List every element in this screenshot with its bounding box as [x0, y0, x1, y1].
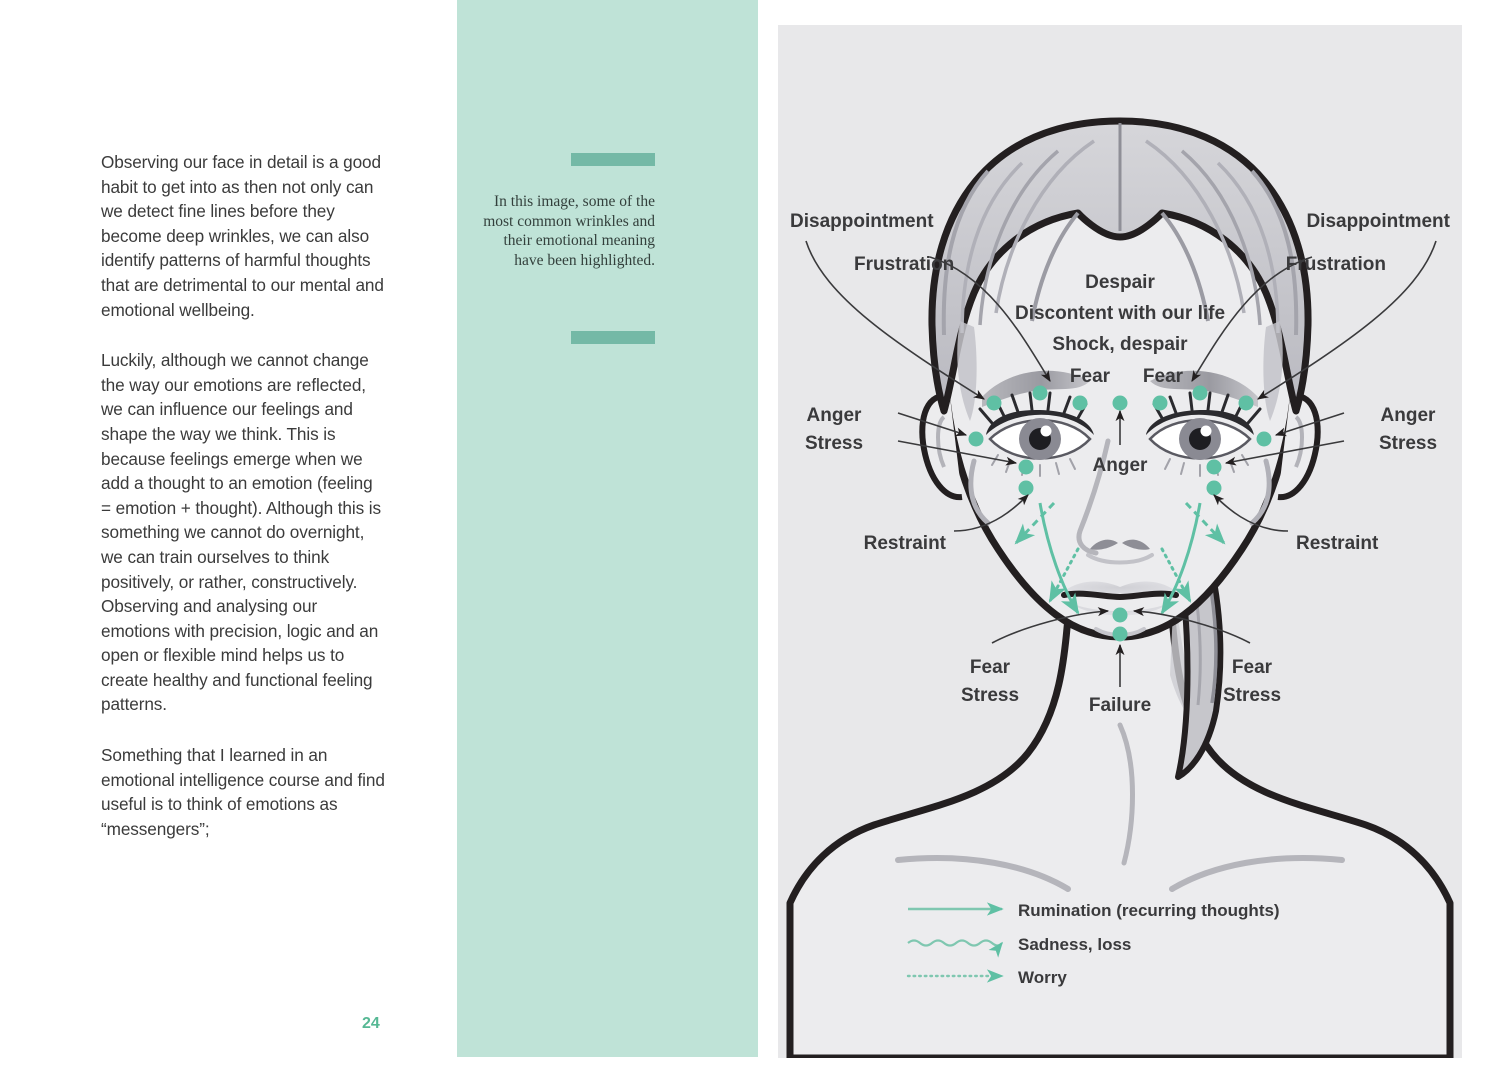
dot-crowsfeet-left [969, 432, 984, 447]
label-restraint-right: Restraint [1296, 533, 1379, 554]
sidebar-caption: In this image, some of the most common wrinkles and their emotional meaning have been highlighted. [483, 193, 655, 269]
label-discontent: Discontent with our life [1014, 303, 1226, 324]
label-shock-despair: Shock, despair [1052, 334, 1188, 355]
legend-label-sadness: Sadness, loss [1018, 935, 1132, 954]
label-fear-brow-right: Fear [1142, 366, 1184, 387]
dot-crowsfeet-right [1257, 432, 1272, 447]
dot-undereye-left-1 [1019, 460, 1034, 475]
accent-bar-bottom [571, 331, 655, 344]
dot-neck [1113, 627, 1128, 642]
label-restraint-left: Restraint [863, 533, 946, 554]
label-stress-right: Stress [1378, 433, 1438, 454]
sidebar-mint-band [457, 0, 758, 1057]
dot-brow-peak-left [1033, 386, 1048, 401]
dot-brow-peak-right [1193, 386, 1208, 401]
label-stress-neck-right: Stress [1222, 685, 1282, 706]
label-anger-left: Anger [806, 405, 862, 426]
label-stress-left: Stress [804, 433, 864, 454]
dot-undereye-left-2 [1019, 481, 1034, 496]
label-disappointment-right: Disappointment [1306, 211, 1450, 232]
legend-label-rumination: Rumination (recurring thoughts) [1018, 901, 1280, 920]
label-fear-neck-left: Fear [969, 657, 1011, 678]
body-paragraph-3: Something that I learned in an emotional intelligence course and find useful is to think of emotions as “messengers”; [101, 745, 385, 839]
dot-chin [1113, 608, 1128, 623]
label-fear-neck-right: Fear [1231, 657, 1273, 678]
label-frustration-right: Frustration [1285, 254, 1386, 275]
label-despair: Despair [1085, 272, 1155, 293]
label-disappointment-left: Disappointment [790, 211, 934, 232]
dot-brow-outer-right [1239, 396, 1254, 411]
label-failure: Failure [1088, 695, 1152, 716]
dot-glabella-right [1153, 396, 1168, 411]
label-anger-center: Anger [1092, 455, 1148, 476]
dot-undereye-right-1 [1207, 460, 1222, 475]
figure-panel [778, 25, 1462, 1058]
page-number: 24 [362, 1015, 380, 1032]
dot-brow-outer-left [987, 396, 1002, 411]
label-frustration-left: Frustration [854, 254, 955, 275]
body-text-column [101, 150, 386, 867]
dot-glabella-center [1113, 396, 1128, 411]
label-fear-brow-left: Fear [1069, 366, 1111, 387]
label-anger-right: Anger [1380, 405, 1436, 426]
dot-undereye-right-2 [1207, 481, 1222, 496]
accent-bar-top [571, 153, 655, 166]
body-paragraph-2: Luckily, although we cannot change the way our emotions are reflected, we can influence our feelings and shape the way we think. This is because feelings emerge when we add a thought to an emotion (feeling = emotion + thought). Although this is something we cannot do overnight, we can train ourselves to think positively, or rather, constructively. Observing and analysing our emotions with precision, logic and an open or flexible mind helps us to create healthy and functional feeling patterns. [101, 350, 381, 715]
body-paragraph-1: Observing our face in detail is a good habit to get into as then not only can we detect fine lines before they become deep wrinkles, we can also identify patterns of harmful thoughts that are detrimental to our mental and emotional wellbeing. [101, 152, 384, 320]
dot-glabella-left [1073, 396, 1088, 411]
label-stress-neck-left: Stress [960, 685, 1020, 706]
legend-label-worry: Worry [1018, 968, 1067, 987]
face-emotion-diagram [778, 25, 1462, 1058]
mouth-line [1064, 594, 1176, 597]
